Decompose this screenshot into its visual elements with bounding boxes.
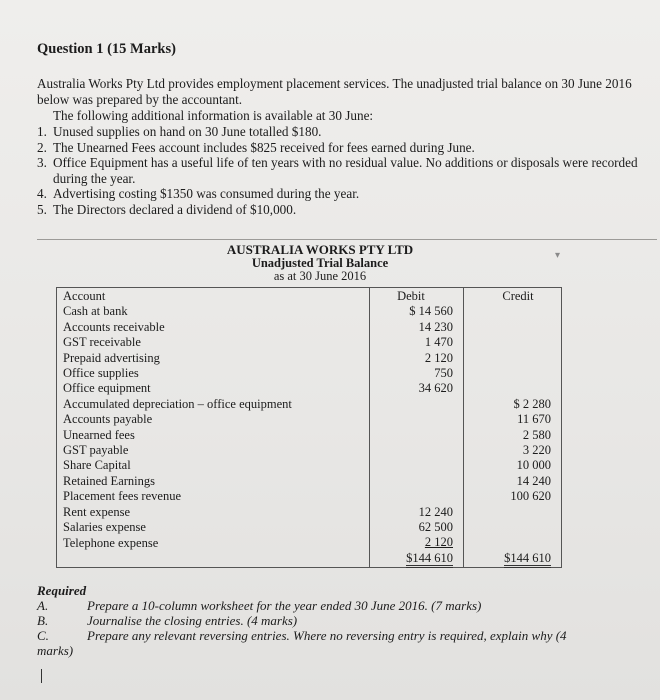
info-item bbox=[37, 155, 645, 186]
debit-amount: 750 bbox=[434, 366, 453, 381]
credit-amount: 11 670 bbox=[517, 412, 551, 427]
additional-info-list bbox=[37, 124, 645, 217]
account-name: Placement fees revenue bbox=[63, 489, 181, 504]
credit-column bbox=[485, 289, 551, 568]
account-name: Accounts payable bbox=[63, 412, 153, 427]
info-item-text: The Unearned Fees account includes $825 received for fees earned during June. bbox=[53, 139, 475, 155]
info-item-text: The Directors declared a dividend of $10,000. bbox=[53, 201, 297, 217]
required-item-letter: C. bbox=[37, 628, 49, 643]
debit-amount: $ 14 560 bbox=[409, 304, 453, 319]
column-divider bbox=[463, 288, 464, 567]
credit-total: $144 610 bbox=[504, 552, 551, 568]
account-name: Salaries expense bbox=[63, 520, 146, 535]
account-name: Retained Earnings bbox=[63, 473, 155, 488]
debit-amount: 14 230 bbox=[418, 319, 453, 334]
account-name: Office supplies bbox=[63, 366, 139, 381]
account-name: Accumulated depreciation – office equipment bbox=[63, 396, 292, 411]
credit-amount: 10 000 bbox=[516, 458, 551, 473]
decorative-mark-icon: ▾ bbox=[555, 250, 561, 261]
info-item bbox=[37, 186, 645, 202]
debit-amount: 2 120 bbox=[424, 350, 453, 365]
info-item-number: 3. bbox=[37, 155, 47, 170]
required-item-continuation: marks) bbox=[37, 643, 74, 658]
info-item-number: 4. bbox=[37, 186, 47, 201]
question-title: Question 1 (15 Marks) bbox=[37, 41, 176, 57]
required-item-letter: B. bbox=[37, 613, 49, 628]
debit-amount: 62 500 bbox=[418, 519, 453, 534]
debit-total: $144 610 bbox=[406, 552, 453, 568]
credit-amount: 3 220 bbox=[522, 442, 551, 457]
info-item bbox=[37, 124, 645, 140]
debit-amount: 12 240 bbox=[418, 504, 453, 519]
info-item-number: 5. bbox=[37, 201, 47, 217]
info-item-text: Unused supplies on hand on 30 June totalled $180. bbox=[53, 124, 322, 139]
account-name: Cash at bank bbox=[63, 304, 128, 319]
trial-balance-heading bbox=[160, 243, 480, 284]
credit-amount: $ 2 280 bbox=[513, 396, 551, 411]
required-item-text: Prepare a 10-column worksheet for the year ended 30 June 2016. (7 marks) bbox=[87, 598, 482, 613]
info-item-text: Advertising costing $1350 was consumed during the year. bbox=[53, 186, 360, 201]
required-item-text: Prepare any relevant reversing entries. Where no reversing entry is required, explain why (4 bbox=[87, 628, 567, 643]
intro-paragraph: Australia Works Pty Ltd provides employment placement services. The unadjusted trial balance on 30 June 2016 below was prepared by the accountant. bbox=[37, 76, 632, 107]
account-name: GST payable bbox=[63, 443, 129, 458]
account-name: Prepaid advertising bbox=[63, 350, 160, 365]
required-item bbox=[37, 628, 647, 643]
credit-amount: 2 580 bbox=[522, 427, 551, 442]
account-name: Office equipment bbox=[63, 381, 151, 396]
statement-date: as at 30 June 2016 bbox=[273, 269, 367, 283]
debit-amount: 1 470 bbox=[424, 335, 453, 350]
section-divider bbox=[37, 239, 657, 240]
credit-header: Credit bbox=[502, 289, 534, 303]
debit-amount: 34 620 bbox=[418, 381, 453, 396]
question-intro bbox=[37, 76, 645, 217]
account-column bbox=[63, 289, 363, 551]
required-item bbox=[37, 613, 647, 628]
account-name: Share Capital bbox=[63, 458, 131, 473]
required-item-text: Journalise the closing entries. (4 marks) bbox=[87, 613, 298, 628]
account-name: Rent expense bbox=[63, 504, 130, 519]
debit-amount: 2 120 bbox=[424, 535, 453, 550]
info-item-text: Office Equipment has a useful life of ten years with no residual value. No additions or disposals were recorded during the year. bbox=[53, 155, 638, 186]
required-item bbox=[37, 598, 647, 613]
account-name: Telephone expense bbox=[63, 535, 159, 550]
required-item-letter: A. bbox=[37, 598, 49, 613]
text-cursor bbox=[41, 669, 42, 683]
required-title: Required bbox=[37, 583, 87, 598]
credit-amount: 100 620 bbox=[510, 489, 551, 504]
statement-title: Unadjusted Trial Balance bbox=[251, 255, 389, 270]
info-item-number: 1. bbox=[37, 124, 47, 139]
trial-balance-table bbox=[56, 287, 562, 568]
required-section bbox=[37, 583, 647, 658]
debit-column bbox=[375, 289, 453, 568]
intro-lead: The following additional information is available at 30 June: bbox=[53, 108, 374, 123]
company-name: AUSTRALIA WORKS PTY LTD bbox=[226, 242, 414, 257]
info-item bbox=[37, 140, 645, 156]
column-divider bbox=[369, 288, 370, 567]
info-item bbox=[37, 202, 645, 218]
account-name: GST receivable bbox=[63, 335, 141, 350]
account-header: Account bbox=[63, 289, 106, 303]
account-name: Unearned fees bbox=[63, 427, 135, 442]
credit-amount: 14 240 bbox=[516, 473, 551, 488]
info-item-number: 2. bbox=[37, 139, 47, 155]
account-name: Accounts receivable bbox=[63, 319, 165, 334]
debit-header: Debit bbox=[397, 289, 425, 303]
